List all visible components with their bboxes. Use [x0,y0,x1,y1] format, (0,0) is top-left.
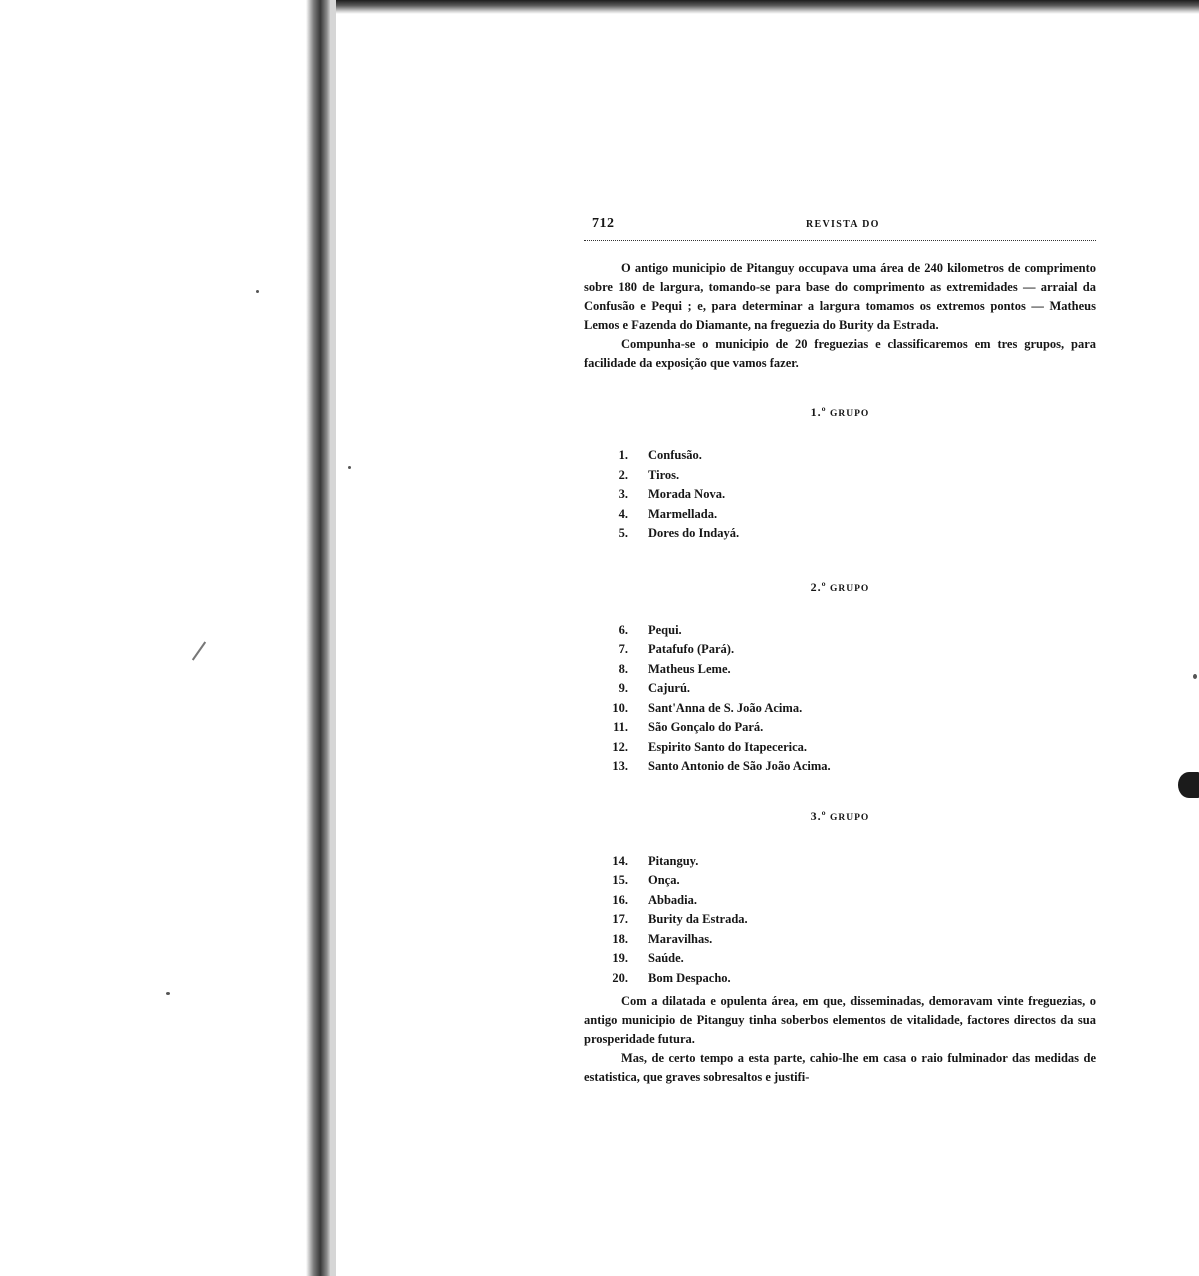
item-number: 16. [612,892,628,907]
item-number: 14. [612,853,628,868]
closing-paragraph: Com a dilatada e opulenta área, em que, disseminadas, demoravam vinte freguezias, o antigo municipio de Pitanguy tinha soberbos elementos de vitalidade, factores directos da sua prosperidade futura. [584,994,1096,1046]
running-title: REVISTA DO [806,219,880,230]
item-name: Tiros. [648,467,680,482]
list-item [584,718,1106,738]
item-number: 1. [618,448,628,462]
group-heading [584,580,1096,595]
item-name: Burity da Estrada. [648,912,748,926]
scan-speck [348,466,351,469]
ink-blot [1178,772,1199,798]
list-item [584,949,1106,969]
freguezia-list [584,446,1106,544]
item-name: Patafufo (Pará). [648,642,735,656]
item-name: Sant'Anna de S. João Acima. [648,700,803,715]
item-number: 2. [618,467,628,482]
item-name: Abbadia. [648,892,697,907]
item-name: Matheus Leme. [648,661,731,676]
item-name: Confusão. [648,448,702,462]
list-item [584,446,1106,466]
freguezia-list [584,621,1106,777]
group-heading-word: GRUPO [830,409,870,419]
group-heading-number: 3.º [810,808,827,823]
list-item [584,679,1106,699]
group-heading-word: GRUPO [830,812,870,823]
item-number: 11. [613,720,628,734]
item-name: Onça. [648,873,680,887]
list-item [584,910,1106,930]
item-name: Bom Despacho. [648,970,731,985]
scan-speck [166,992,170,995]
list-item [584,466,1106,486]
list-item [584,621,1106,641]
scan-speck [256,290,259,293]
book-page [584,214,1106,1087]
list-item [584,640,1106,660]
scan-speck [1193,674,1197,679]
list-item [584,524,1106,544]
book-gutter-shadow [306,0,332,1276]
list-item [584,871,1106,891]
item-number: 12. [612,739,628,754]
item-name: Pequi. [648,622,682,637]
item-number: 9. [618,681,628,695]
group-heading-number: 1.º [810,405,827,419]
page-number: 712 [592,216,615,231]
list-item [584,738,1106,758]
item-number: 13. [612,759,628,773]
intro-paragraph: O antigo municipio de Pitanguy occupava uma área de 240 kilometros de comprimento sobre 180 de largura, tomando-se para base do comprimento as extremidades — arraial da Confusão e Pequi ; e, para determinar a largura tomamos os extremos pontos — Matheus Lemos e Fazenda do Diamante, na freguezia do Burity da Estrada. [584,261,1096,332]
item-number: 20. [612,970,628,985]
scan-top-shadow [300,0,1199,14]
book-gutter-edge [330,0,336,1276]
list-item [584,660,1106,680]
list-item [584,930,1106,950]
item-name: Espirito Santo do Itapecerica. [648,739,808,754]
list-item [584,757,1106,777]
list-item [584,699,1106,719]
item-number: 17. [612,912,628,926]
item-number: 8. [618,661,628,676]
item-number: 18. [612,931,628,946]
item-number: 15. [612,873,628,887]
item-name: Saúde. [648,951,684,965]
item-name: Dores do Indayá. [648,526,740,540]
group-heading-word: GRUPO [830,583,870,594]
closing-paragraph: Mas, de certo tempo a esta parte, cahio-lhe em casa o raio fulminador das medidas de estatistica, que graves sobresaltos e justifi- [584,1051,1096,1084]
item-name: Morada Nova. [648,487,726,501]
left-page-blank [0,0,306,1276]
item-name: Maravilhas. [648,931,713,946]
item-name: Marmellada. [648,506,718,521]
item-number: 19. [612,951,628,965]
list-item [584,969,1106,989]
page-header [584,214,1106,234]
item-name: São Gonçalo do Pará. [648,720,764,734]
list-item [584,485,1106,505]
item-number: 4. [618,506,628,521]
item-number: 5. [618,526,628,540]
item-number: 7. [618,642,628,656]
list-item [584,891,1106,911]
group-heading-number: 2.º [810,579,827,594]
item-number: 3. [618,487,628,501]
list-item [584,505,1106,525]
item-name: Santo Antonio de São João Acima. [648,759,831,773]
header-rule [584,240,1096,241]
intro-paragraph: Compunha-se o municipio de 20 freguezias e classificaremos em tres grupos, para facilidade da exposição que vamos fazer. [584,337,1096,370]
item-number: 10. [612,700,628,715]
item-number: 6. [618,622,628,637]
list-item [584,852,1106,872]
item-name: Pitanguy. [648,853,699,868]
freguezia-list [584,852,1106,989]
group-heading [584,809,1096,824]
group-heading [584,405,1096,420]
item-name: Cajurú. [648,681,691,695]
